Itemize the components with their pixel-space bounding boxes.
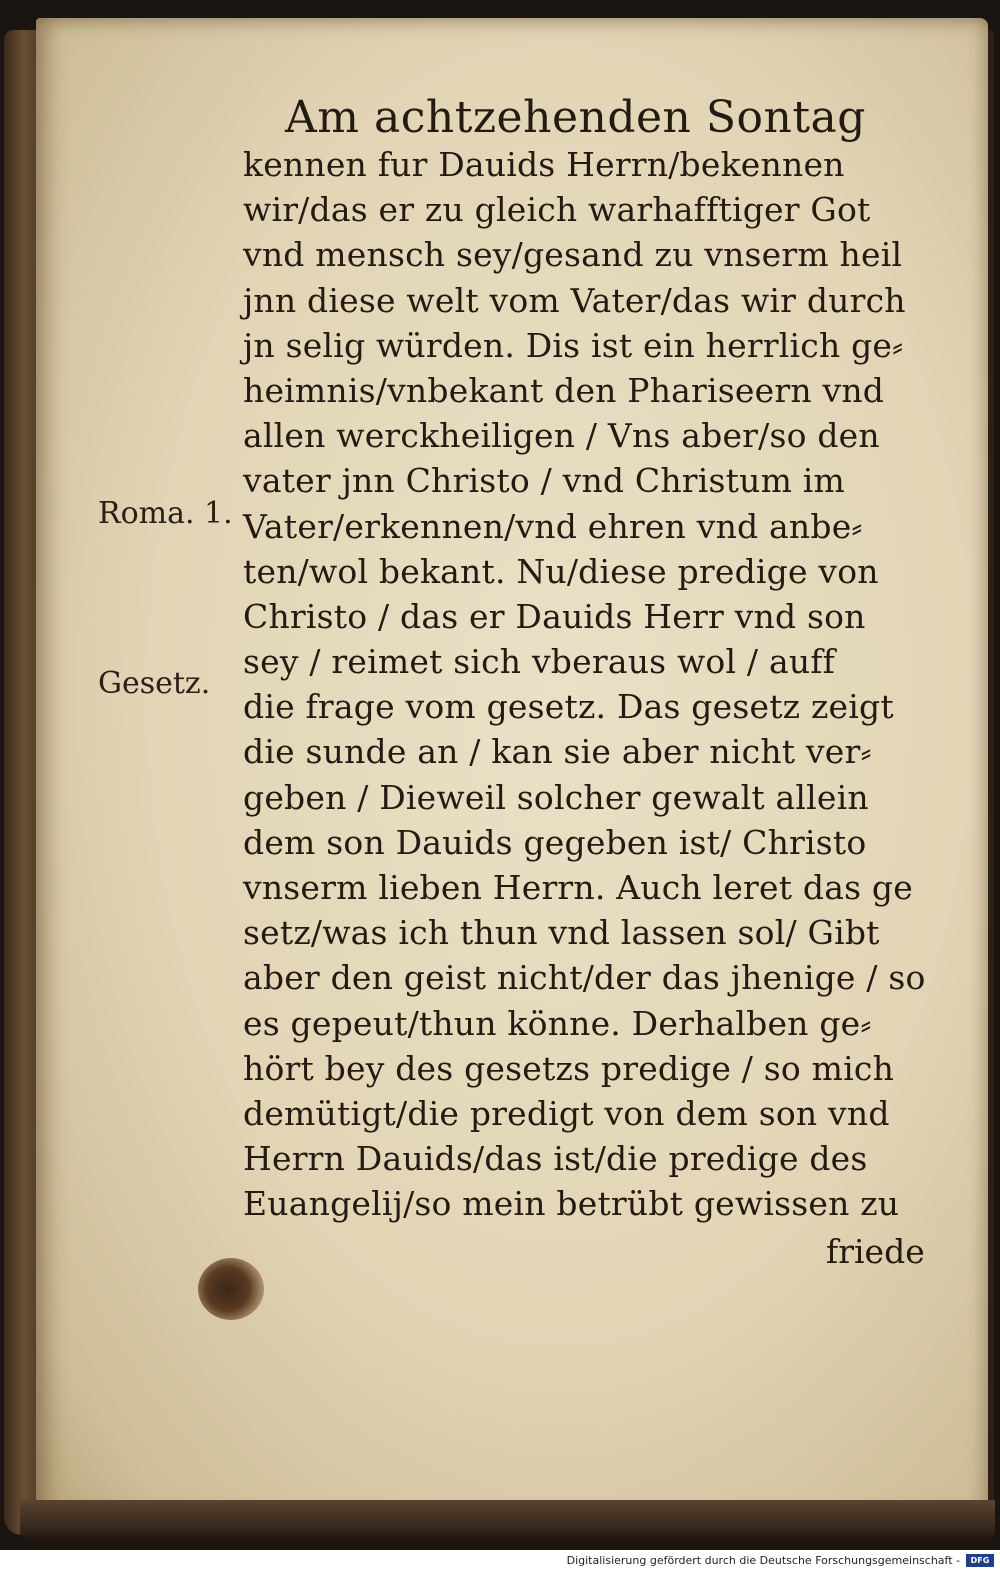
text-line: die sunde an / kan sie aber nicht ver⸗ [243,732,872,772]
text-line: heimnis/vnbekant den Phariseern vnd [243,370,885,410]
text-line: hört bey des gesetzs predige / so mich [243,1048,895,1088]
text-line: Vater/erkennen/vnd ehren vnd anbe⸗ [243,506,863,546]
text-line: Christo / das er Dauids Herr vnd son [243,596,866,636]
footer-bar [0,1550,1000,1571]
catchword: friede [826,1232,925,1271]
text-line: allen werckheiligen / Vns aber/so den [243,416,880,456]
text-line: Herrn Dauids/das ist/die predige des [243,1139,868,1179]
text-line: geben / Dieweil solcher gewalt allein [243,777,869,817]
text-line: ten/wol bekant. Nu/diese predige von [243,551,879,591]
text-line: wir/das er zu gleich warhafftiger Got [243,190,871,230]
text-line: es gepeut/thun könne. Derhalben ge⸗ [243,1003,872,1043]
book-bottom-edge [20,1500,995,1542]
margin-note-roma: Roma. 1. [98,496,233,531]
text-line: jnn diese welt vom Vater/das wir durch [243,280,906,320]
running-header: Am achtzehenden Sontag [285,92,866,143]
body-text-block [243,142,933,1227]
text-line: sey / reimet sich vberaus wol / auff [243,642,836,682]
text-line: Euangelij/so mein betrübt gewissen zu [243,1184,900,1224]
text-line: aber den geist nicht/der das jhenige / so [243,958,926,998]
text-line: jn selig würden. Dis ist ein herrlich ge⸗ [243,325,904,365]
text-line: kennen fur Dauids Herrn/bekennen [243,145,845,184]
text-line: dem son Dauids gegeben ist/ Christo [243,822,867,862]
text-line: vnserm lieben Herrn. Auch leret das ge [243,868,913,907]
margin-note-gesetz: Gesetz. [98,666,211,701]
text-line: setz/was ich thun vnd lassen sol/ Gibt [243,913,880,953]
text-line: demütigt/die predigt von dem son vnd [243,1093,890,1133]
text-line: die frage vom gesetz. Das gesetz zeigt [243,687,894,727]
dfg-logo-icon: DFG [966,1554,994,1567]
ink-stain [198,1258,264,1320]
footer-credit: Digitalisierung gefördert durch die Deutsche Forschungsgemeinschaft - [566,1554,960,1567]
text-line: vater jnn Christo / vnd Christum im [243,461,846,501]
text-line: vnd mensch sey/gesand zu vnserm heil [243,235,903,275]
